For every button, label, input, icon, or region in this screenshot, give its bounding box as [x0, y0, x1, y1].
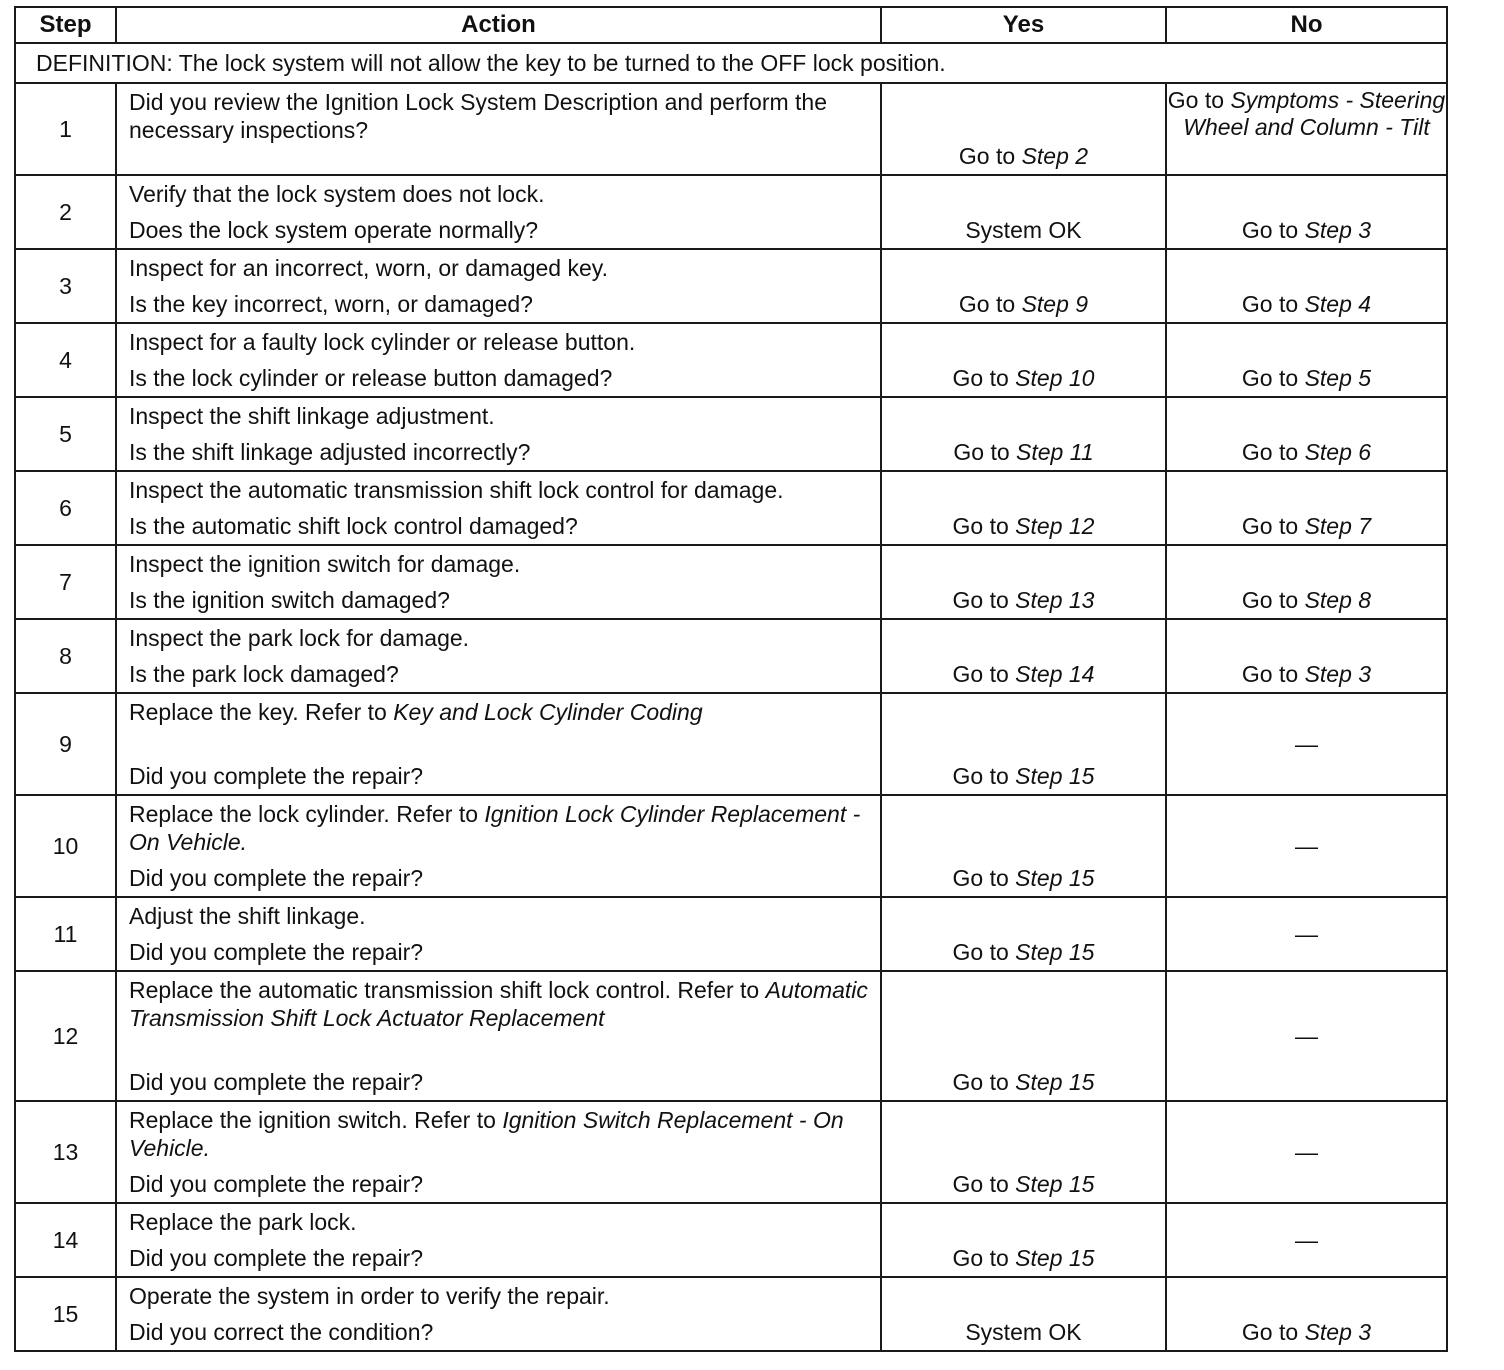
action-cell	[116, 323, 881, 397]
yes-cell	[881, 249, 1166, 323]
yes-link[interactable]: Step 2	[1021, 143, 1089, 169]
yes-link[interactable]: Step 15	[1015, 865, 1095, 891]
table-row	[15, 1101, 1447, 1203]
no-prefix: Go to	[1241, 439, 1305, 465]
action-cell	[116, 619, 881, 693]
no-prefix: Go to	[1241, 587, 1305, 613]
no-dash: —	[1295, 731, 1318, 757]
yes-link[interactable]: Step 9	[1021, 291, 1089, 317]
action-cell	[116, 795, 881, 897]
action-question: Did you complete the repair?	[129, 865, 424, 891]
yes-link[interactable]: Step 15	[1015, 939, 1095, 965]
action-question: Did you correct the condition?	[129, 1319, 434, 1345]
yes-prefix: Go to	[952, 939, 1016, 965]
table-row	[15, 1277, 1447, 1351]
no-prefix: Go to	[1241, 291, 1305, 317]
no-cell	[1166, 1203, 1447, 1277]
yes-prefix: Go to	[953, 439, 1017, 465]
no-link[interactable]: Symptoms - Steering Wheel and Column - Tilt	[1183, 87, 1446, 140]
action-instruction	[129, 1106, 868, 1162]
action-instruction: Inspect the park lock for damage.	[129, 625, 470, 651]
action-instruction: Inspect the ignition switch for damage.	[129, 551, 521, 577]
action-instruction	[129, 976, 868, 1032]
yes-prefix: Go to	[952, 661, 1016, 687]
no-link[interactable]: Step 7	[1304, 513, 1372, 539]
step-number: 13	[15, 1101, 116, 1203]
action-cell	[116, 471, 881, 545]
yes-cell	[881, 619, 1166, 693]
no-cell	[1166, 175, 1447, 249]
action-question: Did you complete the repair?	[129, 939, 424, 965]
action-cell	[116, 1277, 881, 1351]
no-prefix: Go to	[1167, 87, 1231, 113]
yes-link[interactable]: Step 13	[1015, 587, 1095, 613]
no-dash: —	[1295, 1227, 1318, 1253]
table-row	[15, 897, 1447, 971]
yes-link[interactable]: Step 15	[1015, 1069, 1095, 1095]
action-question: Does the lock system operate normally?	[129, 217, 539, 243]
yes-prefix: Go to	[952, 1245, 1016, 1271]
no-cell	[1166, 1101, 1447, 1203]
yes-prefix: Go to	[952, 763, 1016, 789]
yes-link[interactable]: Step 15	[1015, 763, 1095, 789]
yes-prefix: Go to	[952, 1171, 1016, 1197]
table-row	[15, 397, 1447, 471]
header-step: Step	[15, 7, 116, 43]
action-question: Is the ignition switch damaged?	[129, 587, 450, 613]
instruction-prefix: Replace the key. Refer to	[129, 699, 394, 725]
diagnostic-table	[14, 6, 1448, 1352]
instruction-link[interactable]: Key and Lock Cylinder Coding	[393, 699, 703, 725]
yes-cell	[881, 1277, 1166, 1351]
action-instruction	[129, 800, 868, 856]
table-row	[15, 323, 1447, 397]
no-dash: —	[1295, 1139, 1318, 1165]
instruction-prefix: Replace the automatic transmission shift lock control. Refer to	[129, 977, 766, 1003]
yes-cell	[881, 471, 1166, 545]
no-prefix: Go to	[1241, 217, 1305, 243]
instruction-link[interactable]: Ignition Lock Cylinder Replacement - On Vehicle.	[129, 801, 861, 855]
no-link[interactable]: Step 6	[1304, 439, 1372, 465]
action-instruction: Replace the park lock.	[129, 1209, 357, 1235]
no-link[interactable]: Step 5	[1304, 365, 1372, 391]
table-row	[15, 619, 1447, 693]
yes-prefix: Go to	[958, 143, 1022, 169]
no-prefix: Go to	[1241, 365, 1305, 391]
step-number: 3	[15, 249, 116, 323]
definition-row	[15, 43, 1447, 83]
step-number: 5	[15, 397, 116, 471]
action-instruction	[129, 698, 868, 726]
action-cell	[116, 897, 881, 971]
yes-cell	[881, 1101, 1166, 1203]
no-cell	[1166, 83, 1447, 175]
no-link[interactable]: Step 3	[1304, 661, 1372, 687]
yes-cell	[881, 693, 1166, 795]
yes-prefix: Go to	[952, 365, 1016, 391]
action-cell	[116, 693, 881, 795]
step-number: 9	[15, 693, 116, 795]
no-cell	[1166, 397, 1447, 471]
action-question: Is the lock cylinder or release button damaged?	[129, 365, 613, 391]
header-yes: Yes	[881, 7, 1166, 43]
yes-cell	[881, 545, 1166, 619]
table-row	[15, 471, 1447, 545]
step-number: 12	[15, 971, 116, 1101]
yes-prefix: Go to	[952, 587, 1016, 613]
action-instruction: Inspect for an incorrect, worn, or damaged key.	[129, 255, 608, 281]
step-number: 8	[15, 619, 116, 693]
step-number: 6	[15, 471, 116, 545]
yes-link[interactable]: Step 11	[1016, 439, 1094, 465]
yes-link[interactable]: Step 10	[1015, 365, 1095, 391]
instruction-link[interactable]: Ignition Switch Replacement - On Vehicle.	[129, 1107, 844, 1161]
yes-cell	[881, 1203, 1166, 1277]
no-cell	[1166, 795, 1447, 897]
no-link[interactable]: Step 8	[1304, 587, 1372, 613]
no-cell	[1166, 323, 1447, 397]
header-action: Action	[116, 7, 881, 43]
table-row	[15, 83, 1447, 175]
yes-link[interactable]: Step 14	[1015, 661, 1095, 687]
table-row	[15, 971, 1447, 1101]
step-number: 14	[15, 1203, 116, 1277]
no-prefix: Go to	[1241, 661, 1305, 687]
action-cell	[116, 545, 881, 619]
yes-prefix: Go to	[952, 1069, 1016, 1095]
action-question: Did you complete the repair?	[129, 1171, 424, 1197]
action-cell	[116, 83, 881, 175]
yes-cell	[881, 175, 1166, 249]
yes-cell	[881, 897, 1166, 971]
action-instruction: Inspect the shift linkage adjustment.	[129, 403, 495, 429]
no-cell	[1166, 471, 1447, 545]
action-instruction: Inspect for a faulty lock cylinder or release button.	[129, 329, 636, 355]
yes-prefix: Go to	[958, 291, 1022, 317]
table-row	[15, 1203, 1447, 1277]
no-cell	[1166, 693, 1447, 795]
table-row	[15, 545, 1447, 619]
table-row	[15, 693, 1447, 795]
yes-cell	[881, 323, 1166, 397]
action-question: Did you complete the repair?	[129, 1245, 424, 1271]
action-question: Is the shift linkage adjusted incorrectly?	[129, 439, 531, 465]
instruction-prefix: Replace the ignition switch. Refer to	[129, 1107, 503, 1133]
no-prefix: Go to	[1241, 513, 1305, 539]
no-dash: —	[1295, 833, 1318, 859]
action-instruction: Inspect the automatic transmission shift lock control for damage.	[129, 477, 784, 503]
definition-text: DEFINITION: The lock system will not allow the key to be turned to the OFF lock position.	[15, 43, 1447, 83]
action-cell	[116, 397, 881, 471]
no-cell	[1166, 1277, 1447, 1351]
yes-cell	[881, 795, 1166, 897]
header-row	[15, 7, 1447, 43]
action-instruction: Adjust the shift linkage.	[129, 903, 366, 929]
yes-link[interactable]: Step 15	[1015, 1171, 1095, 1197]
action-question: Did you complete the repair?	[129, 1069, 424, 1095]
step-number: 2	[15, 175, 116, 249]
table-row	[15, 175, 1447, 249]
action-cell	[116, 1101, 881, 1203]
step-number: 15	[15, 1277, 116, 1351]
no-prefix: Go to	[1241, 1319, 1305, 1345]
yes-cell	[881, 397, 1166, 471]
step-number: 1	[15, 83, 116, 175]
no-cell	[1166, 545, 1447, 619]
step-number: 11	[15, 897, 116, 971]
yes-cell	[881, 971, 1166, 1101]
step-number: 7	[15, 545, 116, 619]
action-cell	[116, 175, 881, 249]
action-question: Is the park lock damaged?	[129, 661, 399, 687]
step-number: 10	[15, 795, 116, 897]
action-cell	[116, 249, 881, 323]
table-row	[15, 795, 1447, 897]
action-instruction: Verify that the lock system does not lock.	[129, 181, 545, 207]
no-dash: —	[1295, 921, 1318, 947]
header-no: No	[1166, 7, 1447, 43]
action-question: Did you complete the repair?	[129, 763, 424, 789]
step-number: 4	[15, 323, 116, 397]
yes-link[interactable]: Step 12	[1015, 513, 1095, 539]
action-question: Is the automatic shift lock control damaged?	[129, 513, 578, 539]
yes-result: System OK	[965, 1319, 1082, 1345]
no-link[interactable]: Step 3	[1304, 217, 1372, 243]
table-row	[15, 249, 1447, 323]
no-dash: —	[1295, 1023, 1318, 1049]
no-link[interactable]: Step 4	[1304, 291, 1372, 317]
no-link[interactable]: Step 3	[1304, 1319, 1372, 1345]
no-cell	[1166, 897, 1447, 971]
action-question: Did you review the Ignition Lock System Description and perform the necessary inspections?	[129, 89, 827, 143]
yes-link[interactable]: Step 15	[1015, 1245, 1095, 1271]
action-cell	[116, 971, 881, 1101]
yes-prefix: Go to	[952, 513, 1016, 539]
no-cell	[1166, 971, 1447, 1101]
instruction-prefix: Replace the lock cylinder. Refer to	[129, 801, 485, 827]
yes-prefix: Go to	[952, 865, 1016, 891]
action-cell	[116, 1203, 881, 1277]
action-question: Is the key incorrect, worn, or damaged?	[129, 291, 533, 317]
no-cell	[1166, 249, 1447, 323]
instruction-link[interactable]: Automatic Transmission Shift Lock Actuator Replacement	[129, 977, 868, 1031]
yes-result: System OK	[965, 217, 1082, 243]
action-instruction: Operate the system in order to verify the repair.	[129, 1283, 610, 1309]
no-cell	[1166, 619, 1447, 693]
yes-cell	[881, 83, 1166, 175]
